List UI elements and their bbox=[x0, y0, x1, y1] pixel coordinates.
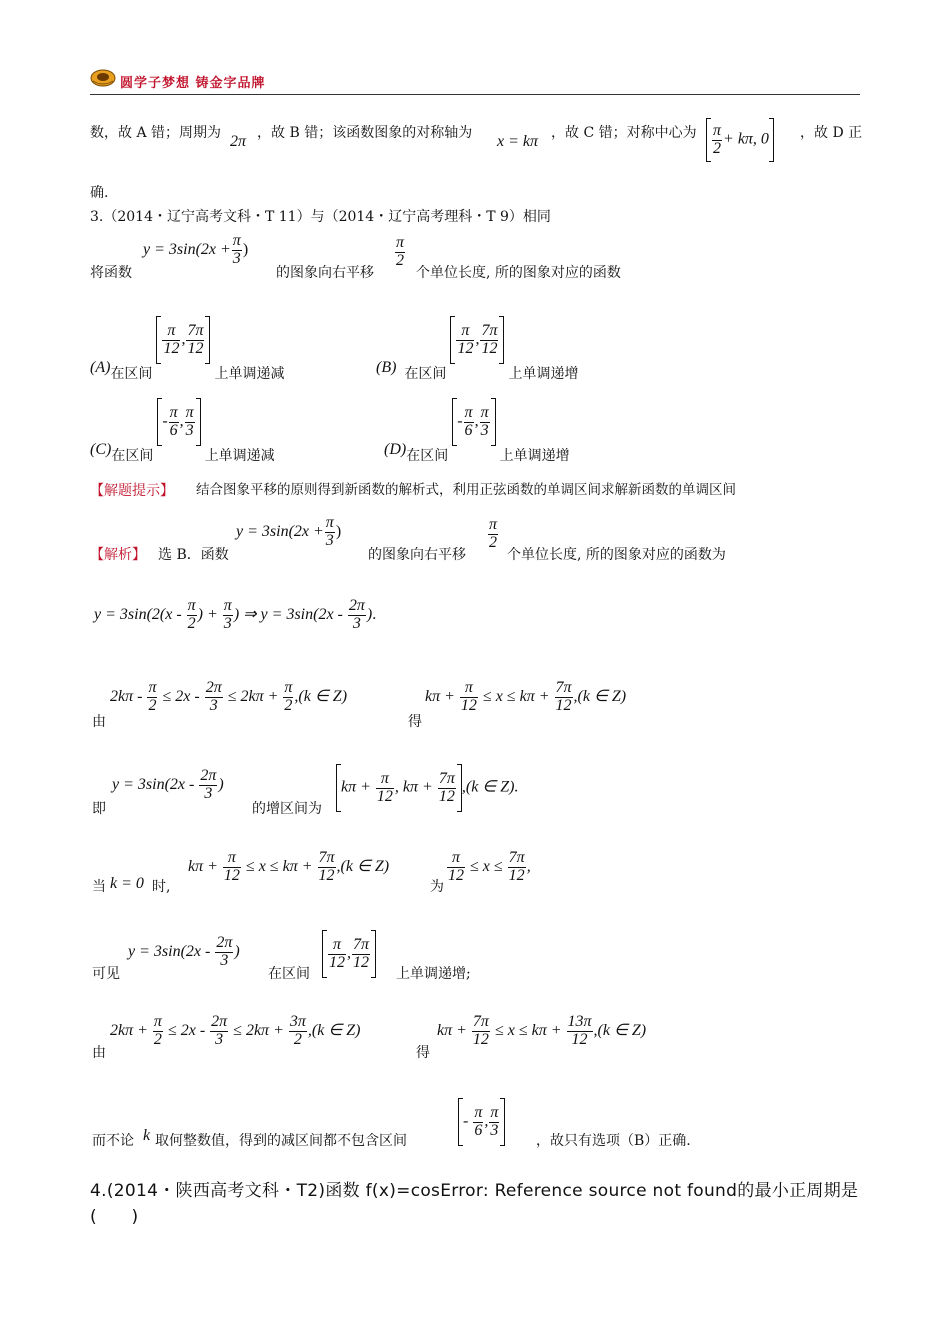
de-2: 得 bbox=[416, 1045, 430, 1061]
formula-transform: y = 3sin(2(x - $\frac{\pi}{2}$ ) + $\frac{\pi}{3}$ ) ⇒ y = 3sin(2x - $\frac{2\pi}{3}$ ). bbox=[94, 597, 377, 632]
formula-dec-result: kπ + $\frac{7\pi}{12}$ ≤ x ≤ kπ + $\frac{13\pi}{12}$ ,(k ∈ Z) bbox=[437, 1013, 647, 1048]
zai: 在区间 bbox=[268, 966, 310, 982]
symmetry-center bbox=[706, 118, 774, 162]
hint-tag: 【解题提示】 bbox=[90, 483, 174, 499]
you-2: 由 bbox=[92, 1045, 106, 1061]
formula-func-kejian: y = 3sin(2x - $\frac{2\pi}{3}$ ) bbox=[128, 934, 240, 969]
intro-text-3: ，故 C 错；对称中心为 bbox=[551, 125, 697, 141]
conclusion: ，故只有选项（B）正确. bbox=[536, 1133, 691, 1149]
analysis-function: y = 3sin(2x + $\frac{\pi}{3}$ ) bbox=[236, 514, 342, 549]
analysis-line1-c: 个单位长度, 所的图象对应的函数为 bbox=[507, 547, 726, 563]
formula-excluded-interval: - $\frac{\pi}{6}$ , $\frac{\pi}{3}$ bbox=[458, 1098, 505, 1146]
you-1: 由 bbox=[92, 714, 106, 730]
intro-text-1: 数，故 A 错；周期为 bbox=[90, 125, 222, 141]
option-d: (D)在区间 - $\frac{\pi}{6}$ , $\frac{\pi}{3}$ 上单调递增 bbox=[384, 398, 570, 446]
zeng: 的增区间为 bbox=[252, 801, 322, 817]
logo-icon bbox=[90, 68, 116, 88]
k-zero: k = 0 bbox=[110, 875, 144, 892]
center-denominator: 2 bbox=[713, 139, 721, 157]
ji: 即 bbox=[92, 801, 106, 817]
kejian: 可见 bbox=[92, 966, 120, 982]
intro-axis: x = kπ bbox=[497, 133, 539, 150]
formula-dec-inequality: 2kπ + $\frac{\pi}{2}$ ≤ 2x - $\frac{2\pi}{3}$ ≤ 2kπ + $\frac{3\pi}{2}$ ,(k ∈ Z) bbox=[110, 1013, 361, 1048]
q3-lead: 将函数 bbox=[90, 265, 132, 281]
formula-k0-ineq: kπ + $\frac{\pi}{12}$ ≤ x ≤ kπ + $\frac{7\pi}{12}$ ,(k ∈ Z) bbox=[188, 849, 390, 884]
q3-function: y = 3sin(2x + $\frac{\pi}{3}$ ) bbox=[143, 232, 249, 267]
option-a: (A)在区间 $\frac{\pi}{12}$ , $\frac{7\pi}{12}$ 上单调递减 bbox=[90, 316, 284, 364]
intro-text-5: 确. bbox=[90, 185, 109, 201]
analysis-shift: $\frac{\pi}{2}$ bbox=[489, 516, 498, 551]
erbulun: 而不论 bbox=[92, 1133, 134, 1149]
formula-inc-result: kπ + $\frac{\pi}{12}$ ≤ x ≤ kπ + $\frac{7\pi}{12}$ ,(k ∈ Z) bbox=[425, 679, 627, 714]
shi: 时, bbox=[152, 879, 171, 895]
qu: 取何整数值，得到的减区间都不包含区间 bbox=[155, 1133, 407, 1149]
formula-inc-interval: kπ + $\frac{\pi}{12}$ , kπ + $\frac{7\pi}{12}$ ,(k ∈ Z). bbox=[336, 764, 518, 812]
intro-text-4: ，故 D 正 bbox=[800, 125, 863, 141]
formula-interval-kejian: $\frac{\pi}{12}$ , $\frac{7\pi}{12}$ bbox=[322, 930, 376, 978]
shang: 上单调递增; bbox=[396, 966, 471, 982]
intro-period: 2π bbox=[230, 133, 247, 150]
k-var: k bbox=[143, 1127, 151, 1144]
analysis-line1-a: 选 B．函数 bbox=[158, 547, 229, 563]
q3-mid: 的图象向右平移 bbox=[276, 265, 374, 281]
analysis-tag: 【解析】 bbox=[90, 547, 146, 563]
page-header bbox=[90, 64, 860, 95]
formula-k0-result: $\frac{\pi}{12}$ ≤ x ≤ $\frac{7\pi}{12}$ , bbox=[448, 849, 531, 884]
option-c: (C)在区间 - $\frac{\pi}{6}$ , $\frac{\pi}{3}$ 上单调递减 bbox=[90, 398, 275, 446]
q3-end: 个单位长度, 所的图象对应的函数 bbox=[416, 265, 621, 281]
formula-func-ji: y = 3sin(2x - $\frac{2\pi}{3}$ ) bbox=[112, 767, 224, 802]
hint-text: 结合图象平移的原则得到新函数的解析式，利用正弦函数的单调区间求解新函数的单调区间 bbox=[196, 482, 736, 498]
formula-inc-inequality: 2kπ - $\frac{\pi}{2}$ ≤ 2x - $\frac{2\pi}{3}$ ≤ 2kπ + $\frac{\pi}{2}$ ,(k ∈ Z) bbox=[110, 679, 348, 714]
wei: 为 bbox=[430, 879, 444, 895]
intro-text-2: ，故 B 错；该函数图象的对称轴为 bbox=[257, 125, 473, 141]
dang: 当 bbox=[92, 879, 106, 895]
center-rest: + kπ, 0 bbox=[723, 130, 769, 148]
q4-text: 4.(2014・陕西高考文科・T2)函数 f(x)=cosError: Reference source not found的最小正周期是 ( ) bbox=[90, 1181, 859, 1227]
analysis-line1-b: 的图象向右平移 bbox=[368, 547, 466, 563]
q3-shift: $\frac{\pi}{2}$ bbox=[396, 234, 405, 269]
center-numerator: π bbox=[713, 121, 722, 139]
header-title: 圆学子梦想 铸金字品牌 bbox=[120, 76, 266, 91]
option-b: (B) 在区间 $\frac{\pi}{12}$ , $\frac{7\pi}{12}$ 上单调递增 bbox=[376, 316, 578, 364]
de-1: 得 bbox=[408, 714, 422, 730]
q3-title: 3.（2014・辽宁高考文科・T 11）与（2014・辽宁高考理科・T 9）相同 bbox=[90, 209, 551, 225]
